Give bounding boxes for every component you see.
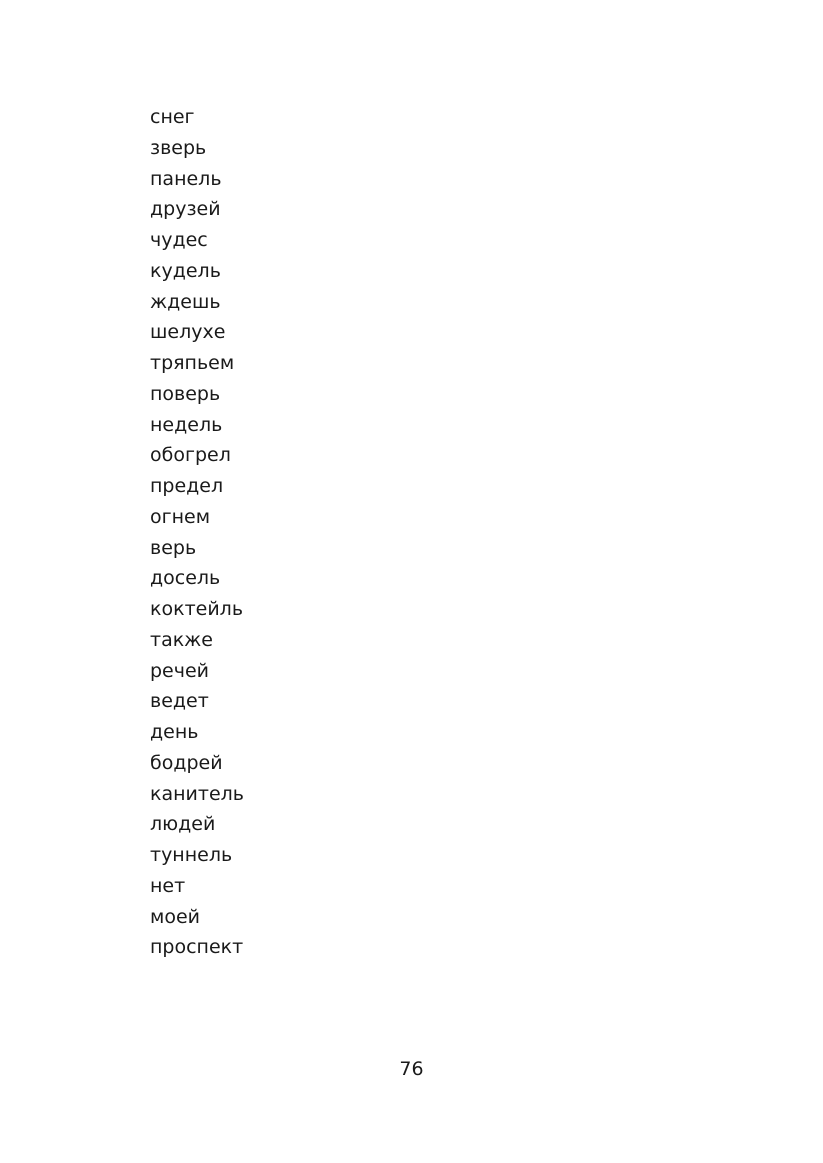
word-list-item: людей bbox=[150, 813, 216, 836]
word-list-item: нет bbox=[150, 874, 186, 897]
page-number: 76 bbox=[399, 1058, 424, 1080]
word-list-item: бодрей bbox=[150, 751, 223, 774]
word-list-item: зверь bbox=[150, 136, 207, 159]
word-list-item: ждешь bbox=[150, 290, 221, 313]
word-list-item: недель bbox=[150, 413, 223, 436]
word-list-item: тряпьем bbox=[150, 352, 235, 374]
word-list-item: снег bbox=[150, 106, 195, 128]
word-list-item: канитель bbox=[150, 782, 244, 805]
word-list-item: проспект bbox=[150, 936, 244, 959]
word-list-item: коктейль bbox=[150, 598, 244, 620]
word-list-item: день bbox=[150, 721, 199, 743]
word-list-item: чудес bbox=[150, 229, 208, 251]
word-list-item: шелухе bbox=[150, 321, 226, 344]
word-list bbox=[150, 102, 244, 963]
word-list-item: предел bbox=[150, 475, 224, 497]
word-list-item: кудель bbox=[150, 259, 221, 282]
word-list-item: туннель bbox=[150, 844, 233, 866]
word-list-item: панель bbox=[150, 167, 222, 190]
word-list-item: моей bbox=[150, 905, 200, 928]
word-list-item: огнем bbox=[150, 505, 211, 528]
word-list-item: речей bbox=[150, 659, 210, 682]
word-list-item: друзей bbox=[150, 198, 221, 221]
word-list-item: ведет bbox=[150, 690, 209, 713]
word-list-item: также bbox=[150, 628, 213, 651]
word-list-item: верь bbox=[150, 536, 197, 559]
word-list-item: обогрел bbox=[150, 444, 231, 467]
word-list-item: поверь bbox=[150, 382, 221, 405]
word-list-item: досель bbox=[150, 567, 221, 590]
